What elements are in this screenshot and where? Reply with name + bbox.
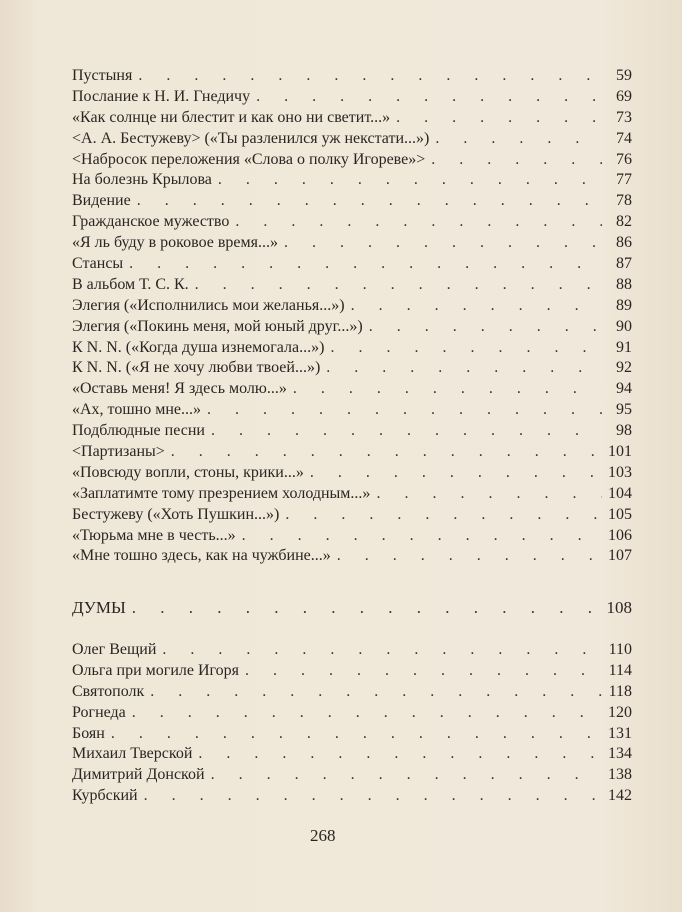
toc-entry	[72, 765, 632, 786]
leader-dots	[132, 703, 602, 724]
toc-entry	[72, 170, 632, 191]
entry-page: 91	[616, 338, 632, 356]
entry-title: Михаил Тверской	[72, 745, 193, 763]
entry-title: В альбом Т. С. К.	[72, 275, 189, 293]
entry-page: 104	[608, 484, 632, 502]
toc-section	[72, 598, 632, 619]
leader-dots	[137, 191, 602, 212]
entry-title: <А. А. Бестужеву> («Ты разленился уж некстати...»)	[72, 129, 430, 147]
toc-entry	[72, 484, 632, 505]
entry-title: Видение	[72, 192, 131, 210]
toc-entry	[72, 150, 632, 171]
toc-entry	[72, 129, 632, 150]
entry-title: Олег Вещий	[72, 641, 157, 658]
entry-title: Димитрий Донской	[72, 766, 205, 784]
toc-entry	[72, 463, 632, 484]
leader-dots	[284, 233, 602, 254]
entry-title: Элегия («Покинь меня, мой юный друг...»)	[72, 317, 363, 335]
toc-entry	[72, 442, 632, 463]
entry-page: 76	[616, 150, 632, 168]
leader-dots	[198, 744, 602, 765]
entry-page: 77	[616, 171, 632, 189]
leader-dots	[111, 724, 602, 745]
entry-page: 105	[608, 505, 632, 523]
toc-entry	[72, 296, 632, 317]
entry-title: «Оставь меня! Я здесь молю...»	[72, 380, 287, 398]
leader-dots	[171, 442, 602, 463]
entry-page: 138	[608, 766, 632, 784]
toc-entry	[72, 640, 632, 661]
entry-title: Элегия («Исполнились мои желанья...»)	[72, 296, 345, 314]
toc-entry	[72, 254, 632, 275]
leader-dots	[242, 526, 602, 547]
entry-title: К N. N. («Я не хочу любви твоей...»)	[72, 359, 321, 377]
entry-title: К N. N. («Когда душа изнемогала...»)	[72, 338, 325, 356]
leader-dots	[150, 682, 602, 703]
entry-page: 118	[608, 682, 632, 700]
entry-title: Бестужеву («Хоть Пушкин...»)	[72, 505, 280, 523]
toc-entry	[72, 317, 632, 338]
entry-title: Подблюдные песни	[72, 422, 205, 440]
entry-title: Святополк	[72, 682, 145, 700]
toc-entry	[72, 400, 632, 421]
entry-page: 73	[616, 108, 632, 126]
leader-dots	[293, 379, 602, 400]
entry-page: 101	[608, 443, 632, 461]
dumy-list	[72, 640, 632, 807]
leader-dots	[195, 275, 602, 296]
entry-title: Пустыня	[72, 67, 133, 84]
entry-title: Ольга при могиле Игоря	[72, 661, 240, 679]
toc-entry	[72, 786, 632, 807]
leader-dots	[132, 598, 602, 619]
entry-title: Боян	[72, 724, 105, 742]
entry-page: 94	[616, 380, 632, 398]
page-number: 268	[310, 826, 336, 845]
entry-page: 86	[616, 234, 632, 252]
toc-entry	[72, 505, 632, 526]
leader-dots	[211, 421, 602, 442]
entry-page: 74	[616, 129, 632, 147]
toc-entry	[72, 682, 632, 703]
leader-dots	[435, 129, 602, 150]
entry-page: 98	[616, 422, 632, 440]
entry-page: 95	[616, 401, 632, 419]
entry-title: «Повсюду вопли, стоны, крики...»	[72, 463, 304, 481]
entry-page: 92	[616, 359, 632, 377]
entry-page: 103	[608, 463, 632, 481]
entry-title: «Как солнце ни блестит и как оно ни светит...»	[72, 108, 391, 126]
leader-dots	[129, 254, 602, 275]
entry-title: Послание к Н. И. Гнедичу	[72, 87, 251, 105]
toc-entry	[72, 212, 632, 233]
leader-dots	[376, 484, 602, 505]
entry-title: Курбский	[72, 787, 138, 805]
toc-entry	[72, 421, 632, 442]
leader-dots	[162, 640, 602, 661]
entry-page: 69	[616, 87, 632, 105]
toc-entry	[72, 744, 632, 765]
entry-page: 90	[616, 317, 632, 335]
leader-dots	[218, 170, 602, 191]
entry-page: 89	[616, 296, 632, 314]
leader-dots	[310, 463, 602, 484]
section-title: ДУМЫ	[72, 598, 126, 617]
leader-dots	[330, 338, 602, 359]
entry-title: «Я ль буду в роковое время...»	[72, 234, 279, 252]
entry-page: 88	[616, 275, 632, 293]
entry-title: Рогнеда	[72, 703, 126, 721]
leader-dots	[396, 108, 602, 129]
entry-page: 114	[608, 661, 632, 679]
toc-entry	[72, 546, 632, 567]
entry-title: Гражданское мужество	[72, 213, 230, 231]
leader-dots	[144, 786, 602, 807]
toc-entry	[72, 66, 632, 87]
entry-page: 59	[616, 67, 632, 84]
leader-dots	[256, 87, 602, 108]
entry-title: «Мне тошно здесь, как на чужбине...»	[72, 547, 331, 565]
leader-dots	[138, 66, 602, 87]
entry-page: 142	[608, 787, 632, 805]
leader-dots	[351, 296, 602, 317]
entry-title: На болезнь Крылова	[72, 171, 212, 189]
entry-page: 78	[616, 192, 632, 210]
toc-entry	[72, 661, 632, 682]
toc-entry	[72, 108, 632, 129]
toc-list	[72, 66, 632, 567]
entry-title: Стансы	[72, 255, 124, 273]
entry-page: 131	[608, 724, 632, 742]
toc-entry	[72, 358, 632, 379]
toc-entry	[72, 275, 632, 296]
entry-page: 110	[608, 641, 632, 658]
leader-dots	[207, 400, 602, 421]
toc-entry	[72, 703, 632, 724]
toc-entry	[72, 338, 632, 359]
leader-dots	[369, 317, 602, 338]
toc-entry	[72, 379, 632, 400]
leader-dots	[245, 661, 602, 682]
entry-page: 87	[616, 255, 632, 273]
entry-page: 134	[608, 745, 632, 763]
toc-section-row	[72, 598, 632, 619]
section-page: 108	[606, 598, 632, 617]
entry-title: «Ах, тошно мне...»	[72, 401, 202, 419]
toc-entry	[72, 87, 632, 108]
leader-dots	[211, 765, 602, 786]
toc-entry	[72, 724, 632, 745]
leader-dots	[285, 505, 602, 526]
leader-dots	[326, 358, 602, 379]
leader-dots	[431, 150, 602, 171]
toc-entry	[72, 526, 632, 547]
entry-page: 107	[608, 547, 632, 565]
toc-entry	[72, 191, 632, 212]
entry-title: «Заплатимте тому презрением холодным...»	[72, 484, 371, 502]
entry-page: 120	[608, 703, 632, 721]
entry-title: <Набросок переложения «Слова о полку Игореве»>	[72, 150, 426, 168]
entry-title: <Партизаны>	[72, 443, 165, 461]
entry-page: 106	[608, 526, 632, 544]
entry-page: 82	[616, 213, 632, 231]
leader-dots	[337, 546, 602, 567]
entry-title: «Тюрьма мне в честь...»	[72, 526, 236, 544]
leader-dots	[235, 212, 602, 233]
toc-entry	[72, 233, 632, 254]
